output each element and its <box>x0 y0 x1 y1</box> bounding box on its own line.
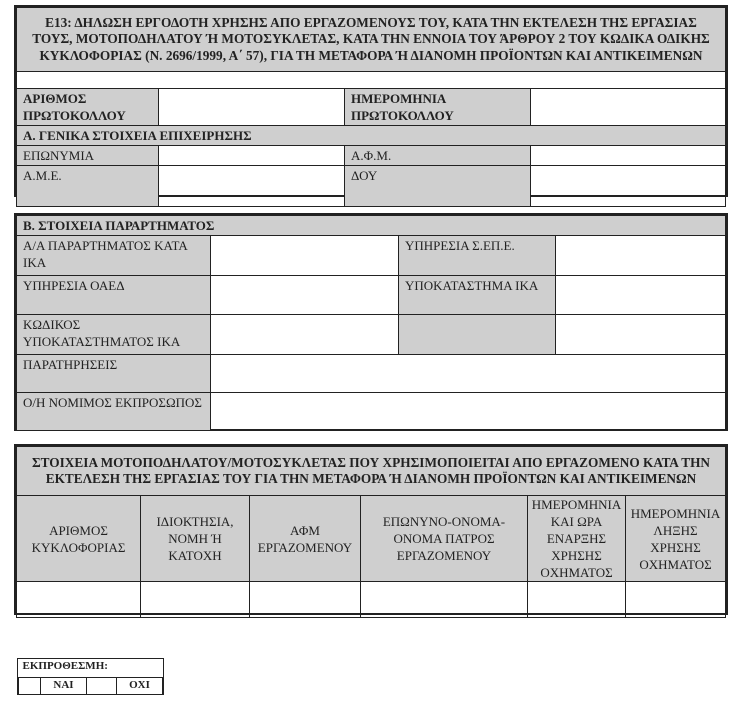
vehicle-table <box>16 446 726 618</box>
remarks-field[interactable] <box>211 355 726 393</box>
employee-afm-cell[interactable] <box>250 582 361 618</box>
form-title: Ε13: ΔΗΛΩΣΗ ΕΡΓΟΔΟΤΗ ΧΡΗΣΗΣ ΑΠΟ ΕΡΓΑΖΟΜΕΝΟΥΣ ΤΟΥ, ΚΑΤΑ ΤΗΝ ΕΚΤΕΛΕΣΗ ΤΗΣ ΕΡΓΑΣΙΑΣ ΤΟΥΣ, ΜΟΤΟΠΟΔΗΛΑΤΟΥ Ή ΜΟΤΟΣΥΚΛΕΤΑΣ, ΚΑΤΑ ΤΗΝ ΕΝΝΟΙΑ ΤΟΥ ΆΡΘΡΟΥ 2 ΤΟΥ ΚΩΔΙΚΑ ΟΔΙΚΗΣ ΚΥΚΛΟΦΟΡΙΑΣ (Ν. 2696/1999, Α΄ 57), ΓΙΑ ΤΗ ΜΕΤΑΦΟΡΑ Ή ΔΙΑΝΟΜΗ ΠΡΟΪΟΝΤΩΝ ΚΑΙ ΑΝΤΙΚΕΙΜΕΝΩΝ <box>17 8 726 72</box>
col-start-datetime: ΗΜΕΡΟΜΗΝΙΑ ΚΑΙ ΩΡΑ ΕΝΑΡΞΗΣ ΧΡΗΣΗΣ ΟΧΗΜΑΤΟΣ <box>528 496 626 582</box>
protocol-date-label: ΗΜΕΡΟΜΗΝΙΑ ΠΡΩΤΟΚΟΛΛΟΥ <box>345 89 531 126</box>
header-table <box>16 7 726 207</box>
protocol-number-field[interactable] <box>159 89 345 126</box>
ika-code-field[interactable] <box>211 315 399 355</box>
deadline-label: ΕΚΠΡΟΘΕΣΜΗ: <box>19 659 163 677</box>
oaed-field[interactable] <box>211 276 399 315</box>
eponymia-label: ΕΠΩΝΥΜΙΑ <box>17 146 159 166</box>
eponymia-field[interactable] <box>159 146 345 166</box>
col-end-date: ΗΜΕΡΟΜΗΝΙΑ ΛΗΞΗΣ ΧΡΗΣΗΣ ΟΧΗΜΑΤΟΣ <box>626 496 726 582</box>
registration-number-cell[interactable] <box>17 582 141 618</box>
ownership-cell[interactable] <box>141 582 250 618</box>
afm-label: Α.Φ.Μ. <box>345 146 531 166</box>
ika-code-extra-label <box>399 315 556 355</box>
deadline-no-box[interactable] <box>87 677 117 694</box>
protocol-date-field[interactable] <box>531 89 726 126</box>
deadline-yes-label: ΝΑΙ <box>41 677 87 694</box>
end-date-cell[interactable] <box>626 582 726 618</box>
deadline-yes-box[interactable] <box>19 677 41 694</box>
col-registration-number: ΑΡΙΘΜΟΣ ΚΥΚΛΟΦΟΡΙΑΣ <box>17 496 141 582</box>
ika-branch-label: ΥΠΟΚΑΤΑΣΤΗΜΑ ΙΚΑ <box>399 276 556 315</box>
representative-label: Ο/Η ΝΟΜΙΜΟΣ ΕΚΠΡΟΣΩΠΟΣ <box>17 393 211 431</box>
oaed-label: ΥΠΗΡΕΣΙΑ ΟΑΕΔ <box>17 276 211 315</box>
employee-name-cell[interactable] <box>361 582 528 618</box>
vehicle-details-block <box>14 444 728 615</box>
spacer-row <box>17 72 726 89</box>
protocol-number-label: ΑΡΙΘΜΟΣ ΠΡΩΤΟΚΟΛΛΟΥ <box>17 89 159 126</box>
sepe-field[interactable] <box>556 236 726 276</box>
afm-field[interactable] <box>531 146 726 166</box>
deadline-box <box>17 658 164 695</box>
section-a-title: Α. ΓΕΝΙΚΑ ΣΤΟΙΧΕΙΑ ΕΠΙΧΕΙΡΗΣΗΣ <box>17 126 726 146</box>
branch-table <box>16 215 726 431</box>
vehicle-section-title: ΣΤΟΙΧΕΙΑ ΜΟΤΟΠΟΔΗΛΑΤΟΥ/ΜΟΤΟΣΥΚΛΕΤΑΣ ΠΟΥ ΧΡΗΣΙΜΟΠΟΙΕΙΤΑΙ ΑΠΟ ΕΡΓΑΖΟΜΕΝΟ ΚΑΤΑ ΤΗΝ ΕΚΤΕΛΕΣΗ ΤΗΣ ΕΡΓΑΣΙΑΣ ΤΟΥ ΓΙΑ ΤΗΝ ΜΕΤΑΦΟΡΑ Ή ΔΙΑΝΟΜΗ ΠΡΟΪΟΝΤΩΝ ΚΑΙ ΑΝΤΙΚΕΙΜΕΝΩΝ <box>17 447 726 496</box>
col-ownership: ΙΔΙΟΚΤΗΣΙΑ, ΝΟΜΗ Ή ΚΑΤΟΧΗ <box>141 496 250 582</box>
doy-label: ΔΟΥ <box>345 166 531 207</box>
doy-field[interactable] <box>531 166 726 207</box>
ika-code-extra-field[interactable] <box>556 315 726 355</box>
ika-branch-field[interactable] <box>556 276 726 315</box>
aa-ika-field[interactable] <box>211 236 399 276</box>
start-datetime-cell[interactable] <box>528 582 626 618</box>
aa-ika-label: Α/Α ΠΑΡΑΡΤΗΜΑΤΟΣ ΚΑΤΑ ΙΚΑ <box>17 236 211 276</box>
deadline-table <box>18 659 163 695</box>
sepe-label: ΥΠΗΡΕΣΙΑ Σ.ΕΠ.Ε. <box>399 236 556 276</box>
section-b-title: Β. ΣΤΟΙΧΕΙΑ ΠΑΡΑΡΤΗΜΑΤΟΣ <box>17 216 726 236</box>
representative-field[interactable] <box>211 393 726 431</box>
employer-declaration-block <box>14 5 728 197</box>
branch-details-block <box>14 213 728 431</box>
remarks-label: ΠΑΡΑΤΗΡΗΣΕΙΣ <box>17 355 211 393</box>
ame-label: Α.Μ.Ε. <box>17 166 159 207</box>
col-employee-afm: ΑΦΜ ΕΡΓΑΖΟΜΕΝΟΥ <box>250 496 361 582</box>
ame-field[interactable] <box>159 166 345 207</box>
col-employee-name: ΕΠΩΝΥΝΟ-ΟΝΟΜΑ-ΟΝΟΜΑ ΠΑΤΡΟΣ ΕΡΓΑΖΟΜΕΝΟΥ <box>361 496 528 582</box>
deadline-no-label: ΟΧΙ <box>117 677 163 694</box>
ika-code-label: ΚΩΔΙΚΟΣ ΥΠΟΚΑΤΑΣΤΗΜΑΤΟΣ ΙΚΑ <box>17 315 211 355</box>
